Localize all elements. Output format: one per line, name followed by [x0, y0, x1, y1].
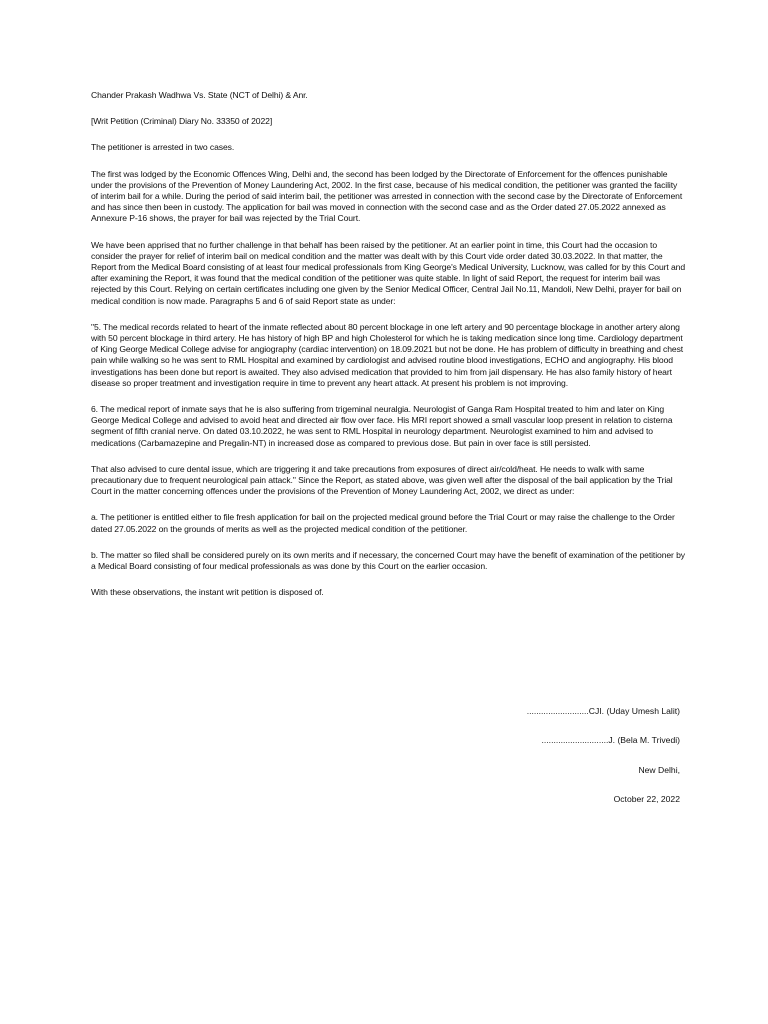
- case-title: Chander Prakash Wadhwa Vs. State (NCT of Delhi) & Anr.: [91, 90, 308, 100]
- signoff-place: New Delhi,: [638, 765, 680, 775]
- direction-b: b. The matter so filed shall be considered purely on its own merits and if necessary, the concerned Court may have the benefit of examination of the petitioner by a Medical Board consisting of four medical professionals as was done by this Court on the earlier occasion.: [91, 549, 685, 572]
- paragraph-report-quote-6: 6. The medical report of inmate says that he is also suffering from trigeminal neuralgia. Neurologist of Ganga Ram Hospital treated to him and later on King George Medical College and advised to avoid heat and directed air flow over face. His MRI report showed a small vascular loop present in relation to cisterna segment of fifth cranial nerve. On dated 03.10.2022, he was sent to RML Hospital in neurology department. Neurologist examined to him and advised to medications (Carbamazepine and Pregalin-NT) in increased dose as compared to previous dose. But pain in over face is still persisted.: [91, 404, 673, 448]
- signature-judge: ............................J. (Bela M. Trivedi): [541, 735, 680, 745]
- signoff-date: October 22, 2022: [613, 794, 680, 804]
- paragraph-first-case: The first was lodged by the Economic Offences Wing, Delhi and, the second has been lodged by the Directorate of Enforcement for the offences punishable under the provisions of the Prevention of Money Laundering Act, 2002. In the first case, because of his medical condition, the petitioner was granted the facility of interim bail for a while. During the period of said interim bail, the petitioner was arrested in connection with the second case by the Directorate of Enforcement and has since then been in custody. The application for bail was moved in connection with the second case and as the Order dated 27.05.2022 annexed as Annexure P-16 shows, the prayer for bail was rejected by the Trial Court.: [91, 168, 683, 224]
- diary-number: [Writ Petition (Criminal) Diary No. 33350 of 2022]: [91, 116, 273, 127]
- signature-cji: ..........................CJI. (Uday Umesh Lalit): [526, 706, 680, 716]
- paragraph-disposed: With these observations, the instant writ petition is disposed of.: [91, 587, 324, 598]
- paragraph-arrested: The petitioner is arrested in two cases.: [91, 142, 235, 153]
- document-body: [91, 90, 685, 599]
- paragraph-apprised: We have been apprised that no further challenge in that behalf has been raised by the petitioner. At an earlier point in time, this Court had the occasion to consider the prayer for relief of interim bail on medical condition and the matter was dealt with by this Court vide order dated 30.03.2022. In that matter, the Report from the Medical Board consisting of at least four medical professionals from King George's Medical University, Lucknow, was called for by this Court and after examining the Report, it was found that the medical condition of the petitioner was quite stable. In light of said Report, the request for interim bail was rejected by this Court. Relying on certain certificates including one given by the Senior Medical Officer, Central Jail No.11, Mandoli, New Delhi, prayer for bail on medical condition is now made. Paragraphs 5 and 6 of said Report state as under:: [91, 239, 686, 306]
- paragraph-report-quote-5: "5. The medical records related to heart of the inmate reflected about 80 percent blockage in one left artery and 90 percentage blockage in another artery along with 50 percent blockage in third artery. He has history of high BP and high Cholesterol for which he is taking medication since long time. Cardiology department of King George Medical College advise for angiography (cardiac intervention) on 18.09.2021 but not be done. He has problem of difficulty in breathing and chest pain while walking so he was sent to RML Hospital and examined by cardiologist and advised routine blood investigations, ECHO and angiography. His blood investigations has been done but report is awaited. They also advised medication that provided to him from jail dispensary. He has also family history of heart disease so proper treatment and investigation require in time to prevent any heart attack. At present his problem is not improving.: [91, 321, 684, 388]
- direction-a: a. The petitioner is entitled either to file fresh application for bail on the projected medical ground before the Trial Court or may raise the challenge to the Order dated 27.05.2022 on the grounds of merits as well as the projected medical condition of the petitioner.: [91, 512, 675, 534]
- paragraph-advised: That also advised to cure dental issue, which are triggering it and take precautions from exposures of direct air/cold/heat. He needs to walk with same precautionary due to frequent neurological pain attack." Since the Report, as stated above, was given well after the disposal of the bail application by the Trial Court in the matter concerning offences under the provisions of the Prevention of Money Laundering Act, 2002, we direct as under:: [91, 463, 673, 497]
